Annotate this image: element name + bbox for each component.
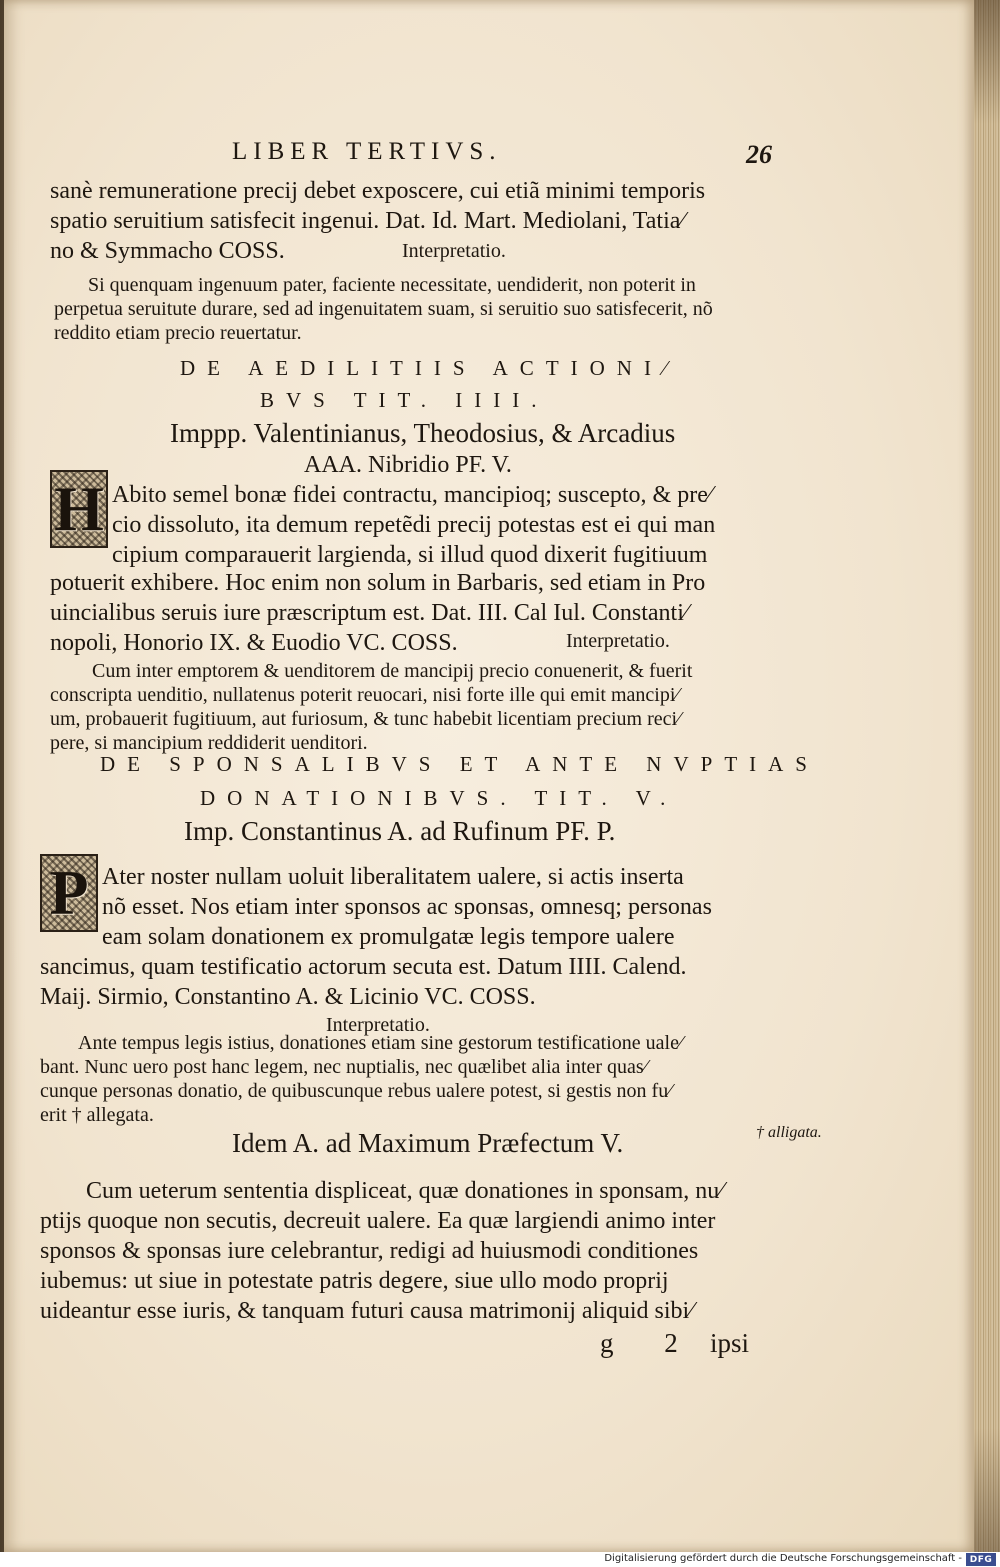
decorated-initial [50,470,108,548]
text-line: uincialibus seruis iure præscriptum est. Dat. III. Cal Iul. Constanti⁄ [50,600,688,626]
addressee-line: AAA. Nibridio PF. V. [304,452,512,478]
interp-line: cunque personas donatio, de quibuscunque rebus ualere potest, si gestis non fu⁄ [40,1080,672,1102]
interpretatio-label: Interpretatio. [326,1014,430,1036]
interp-line: Ante tempus legis istius, donationes etiam sine gestorum testificatione uale⁄ [78,1032,683,1054]
text-line: no & Symmacho COSS. [50,238,285,264]
text-line: ptijs quoque non secutis, decreuit ualere. Ea quæ largiendi animo inter [40,1208,716,1234]
text-line: uideantur esse iuris, & tanquam futuri causa matrimonij aliquid sibi⁄ [40,1298,694,1324]
emperors-line: Imppp. Valentinianus, Theodosius, & Arcadius [170,418,676,448]
text-line: cipium comparauerit largienda, si illud quod dixerit fugitiuum [112,542,708,568]
dfg-logo: DFG [966,1553,996,1566]
text-line: eam solam donationem ex promulgatæ legis tempore ualere [102,924,675,950]
interp-line: bant. Nunc uero post hanc legem, nec nuptialis, nec quælibet alia inter quas⁄ [40,1056,648,1078]
book-page [4,0,974,1552]
signature-mark: g 2 [600,1328,700,1358]
text-line: nõ esset. Nos etiam inter sponsos ac sponsas, omnesq; personas [102,894,712,920]
interp-line: erit † allegata. [40,1104,154,1126]
initial-letter: P [49,857,89,928]
interp-line: Si quenquam ingenuum pater, faciente necessitate, uendiderit, non poterit in [88,274,696,296]
section-heading: Idem A. ad Maximum Præfectum V. [232,1128,624,1158]
text-line: cio dissoluto, ita demum repetẽdi precij potestas est ei qui man [112,512,716,538]
text-line: sancimus, quam testificatio actorum secuta est. Datum IIII. Calend. [40,954,687,980]
initial-letter: H [54,473,104,544]
text-line: nopoli, Honorio IX. & Euodio VC. COSS. [50,630,458,656]
footer-credit: Digitalisierung gefördert durch die Deutsche Forschungsgemeinschaft - [604,1553,962,1564]
section-heading: DE AEDILITIIS ACTIONI⁄ [180,356,679,380]
margin-note: † alligata. [756,1124,822,1141]
interp-line: Cum inter emptorem & uenditorem de mancipij precio conuenerit, & fuerit [92,660,693,682]
page-stack-edge [974,0,1000,1552]
text-line: sanè remuneratione precij debet exposcere, cui etiã minimi temporis [50,178,706,204]
footer-bar [0,1552,1000,1567]
emperors-line: Imp. Constantinus A. ad Rufinum PF. P. [184,816,616,846]
section-heading: DE SPONSALIBVS ET ANTE NVPTIAS [100,752,819,776]
text-line: sponsos & sponsas iure celebrantur, redigi ad huiusmodi conditiones [40,1238,699,1264]
text-line: Ater noster nullam uoluit liberalitatem ualere, si actis inserta [102,864,684,890]
interp-line: pere, si mancipium reddiderit uenditori. [50,732,368,754]
text-line: Maij. Sirmio, Constantino A. & Licinio VC. COSS. [40,984,536,1010]
interpretatio-label: Interpretatio. [402,240,506,262]
running-title: LIBER TERTIVS. [232,138,502,165]
section-heading: BVS TIT. IIII. [260,388,549,412]
interp-line: perpetua seruitute durare, sed ad ingenuitatem suam, si seruitio suo satisfecerit, nõ [54,298,713,320]
section-heading: DONATIONIBVS. TIT. V. [200,786,678,810]
interp-line: conscripta uenditio, nullatenus poterit reuocari, nisi forte ille qui emit mancipi⁄ [50,684,679,706]
text-line: Abito semel bonæ fidei contractu, mancipioq; suscepto, & pre⁄ [112,482,712,508]
interp-line: reddito etiam precio reuertatur. [54,322,302,344]
decorated-initial [40,854,98,932]
text-line: potuerit exhibere. Hoc enim non solum in Barbaris, sed etiam in Pro [50,570,706,596]
text-line: Cum ueterum sententia displiceat, quæ donationes in sponsam, nu⁄ [86,1178,724,1204]
page-number: 26 [746,140,772,169]
interpretatio-label: Interpretatio. [566,630,670,652]
text-line: spatio seruitium satisfecit ingenui. Dat. Id. Mart. Mediolani, Tatia⁄ [50,208,685,234]
text-line: iubemus: ut siue in potestate patris degere, siue ullo modo proprij [40,1268,669,1294]
interp-line: um, probauerit fugitiuum, aut furiosum, & tunc habebit licentiam precium reci⁄ [50,708,681,730]
catchword: ipsi [710,1328,750,1358]
